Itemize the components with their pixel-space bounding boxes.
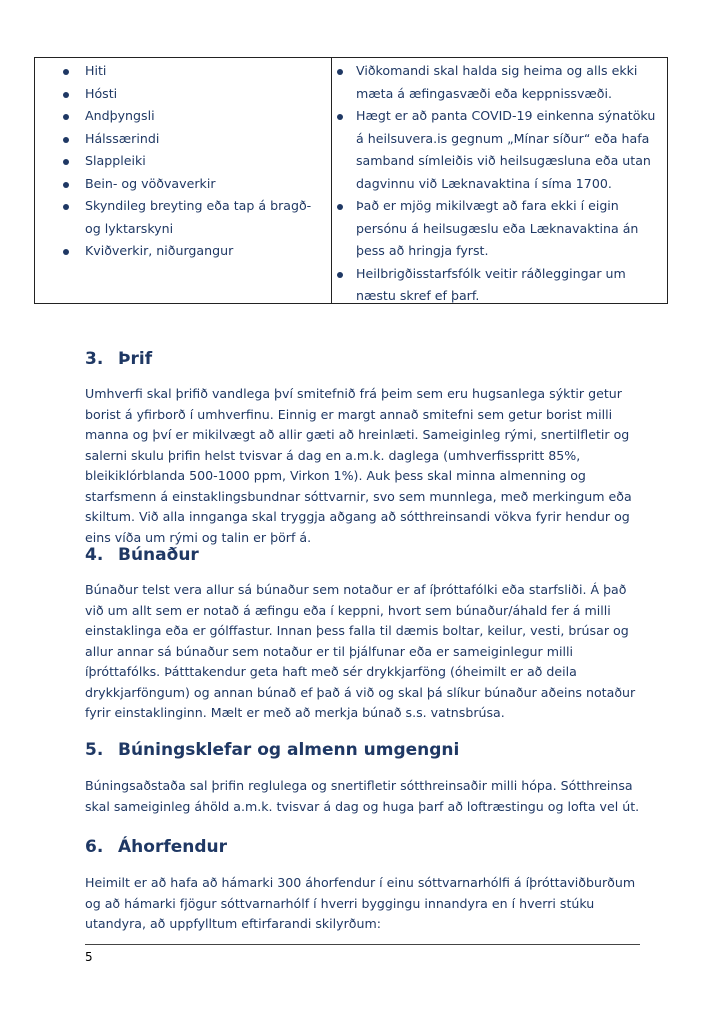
bullet-icon: [63, 204, 69, 210]
bullet-icon: [63, 69, 69, 75]
symptom-item: Bein- og vöðvaverkir: [35, 173, 331, 196]
bullet-icon: [63, 159, 69, 165]
section-heading-bunadur: 4. Búnaður: [85, 545, 199, 565]
bullet-icon: [63, 182, 69, 188]
bullet-icon: [337, 204, 343, 210]
bullet-icon: [63, 249, 69, 255]
symptom-item: Hálssærindi: [35, 128, 331, 151]
section-body-bunadur: Búnaður telst vera allur sá búnaður sem notaður er af íþróttafólki eða starfsliði. Á það við um allt sem er notað á æfingu eða í keppni, hvort sem búnaður/áhald fer á milli einstaklinga eða er gólffastur. Innan þess falla til dæmis boltar, keilur, vesti, brúsar og allur annar sá búnaður sem notaður er til þjálfunar eða er sameiginlegur milli íþróttafólks. Þátttakendur geta haft með sér drykkjarföng (óheimilt er að deila drykkjarföngum) og annan búnað ef það á við og skal þá slíkur búnaður aðeins notaður fyrir einstaklinginn. Mælt er með að merkja búnað s.s. vatnsbrúsa.: [85, 582, 636, 720]
section-body-buningsklefar: Búningsaðstaða sal þrifin reglulega og snertifletir sótthreinsaðir milli hópa. Sótthreinsa skal sameiginleg áhöld a.m.k. tvisvar á dag og huga þarf að loftræstingu og lofta vel út.: [85, 778, 640, 814]
section-body-ahorfendur: Heimilt er að hafa að hámarki 300 áhorfendur í einu sóttvarnarhólfi á íþróttaviðburðum og að hámarki fjögur sóttvarnarhólf í hverri byggingu innandyra en í hverri stúku utandyra, að uppfylltum eftirfarandi skilyrðum:: [85, 875, 636, 931]
page-number: 5: [85, 950, 93, 964]
symptom-item: Hósti: [35, 83, 331, 106]
symptom-item: Kviðverkir, niðurgangur: [35, 240, 331, 263]
symptoms-table: [34, 57, 668, 304]
instructions-column: [332, 58, 667, 303]
symptom-list: [35, 60, 331, 263]
bullet-icon: [337, 272, 343, 278]
instruction-item: Heilbrigðisstarfsfólk veitir ráðleggingar um næstu skref ef þarf.: [332, 263, 667, 308]
symptoms-column: [35, 58, 332, 303]
bullet-icon: [63, 114, 69, 120]
bullet-icon: [337, 69, 343, 75]
bullet-icon: [63, 92, 69, 98]
instruction-list: [332, 60, 667, 308]
bullet-icon: [63, 137, 69, 143]
symptom-item: Slappleiki: [35, 150, 331, 173]
section-heading-buningsklefar: 5. Búningsklefar og almenn umgengni: [85, 740, 460, 760]
bullet-icon: [337, 114, 343, 120]
section-heading-thrif: 3. Þrif: [85, 349, 153, 369]
symptom-item: Hiti: [35, 60, 331, 83]
symptom-item: Andþyngsli: [35, 105, 331, 128]
instruction-item: Það er mjög mikilvægt að fara ekki í eigin persónu á heilsugæslu eða Læknavaktina án þess að hringja fyrst.: [332, 195, 667, 263]
footer-divider: [85, 944, 640, 945]
instruction-item: Hægt er að panta COVID-19 einkenna sýnatöku á heilsuvera.is gegnum „Mínar síður“ eða hafa samband símleiðis við heilsugæsluna eða utan dagvinnu við Læknavaktina í síma 1700.: [332, 105, 667, 195]
symptom-item: Skyndileg breyting eða tap á bragð- og lyktarskyni: [35, 195, 331, 240]
instruction-item: Viðkomandi skal halda sig heima og alls ekki mæta á æfingasvæði eða keppnissvæði.: [332, 60, 667, 105]
section-body-thrif: Umhverfi skal þrifið vandlega því smitefnið frá þeim sem eru hugsanlega sýktir getur borist á yfirborð í umhverfinu. Einnig er margt annað smitefni sem getur borist milli manna og því er mikilvægt að allir gæti að hreinlæti. Sameiginleg rými, snertilfletir og salerni skulu þrifin helst tvisvar á dag en a.m.k. daglega (umhverfisspritt 85%, bleikiklórblanda 500-1000 ppm, Virkon 1%). Auk þess skal minna almenning og starfsmenn á einstaklingsbundnar sóttvarnir, svo sem munnlega, með merkingum eða skiltum. Við alla innganga skal tryggja aðgang að sótthreinsandi vökva fyrir hendur og eins víða um rými og talin er þörf á.: [85, 386, 632, 545]
section-heading-ahorfendur: 6. Áhorfendur: [85, 837, 228, 857]
